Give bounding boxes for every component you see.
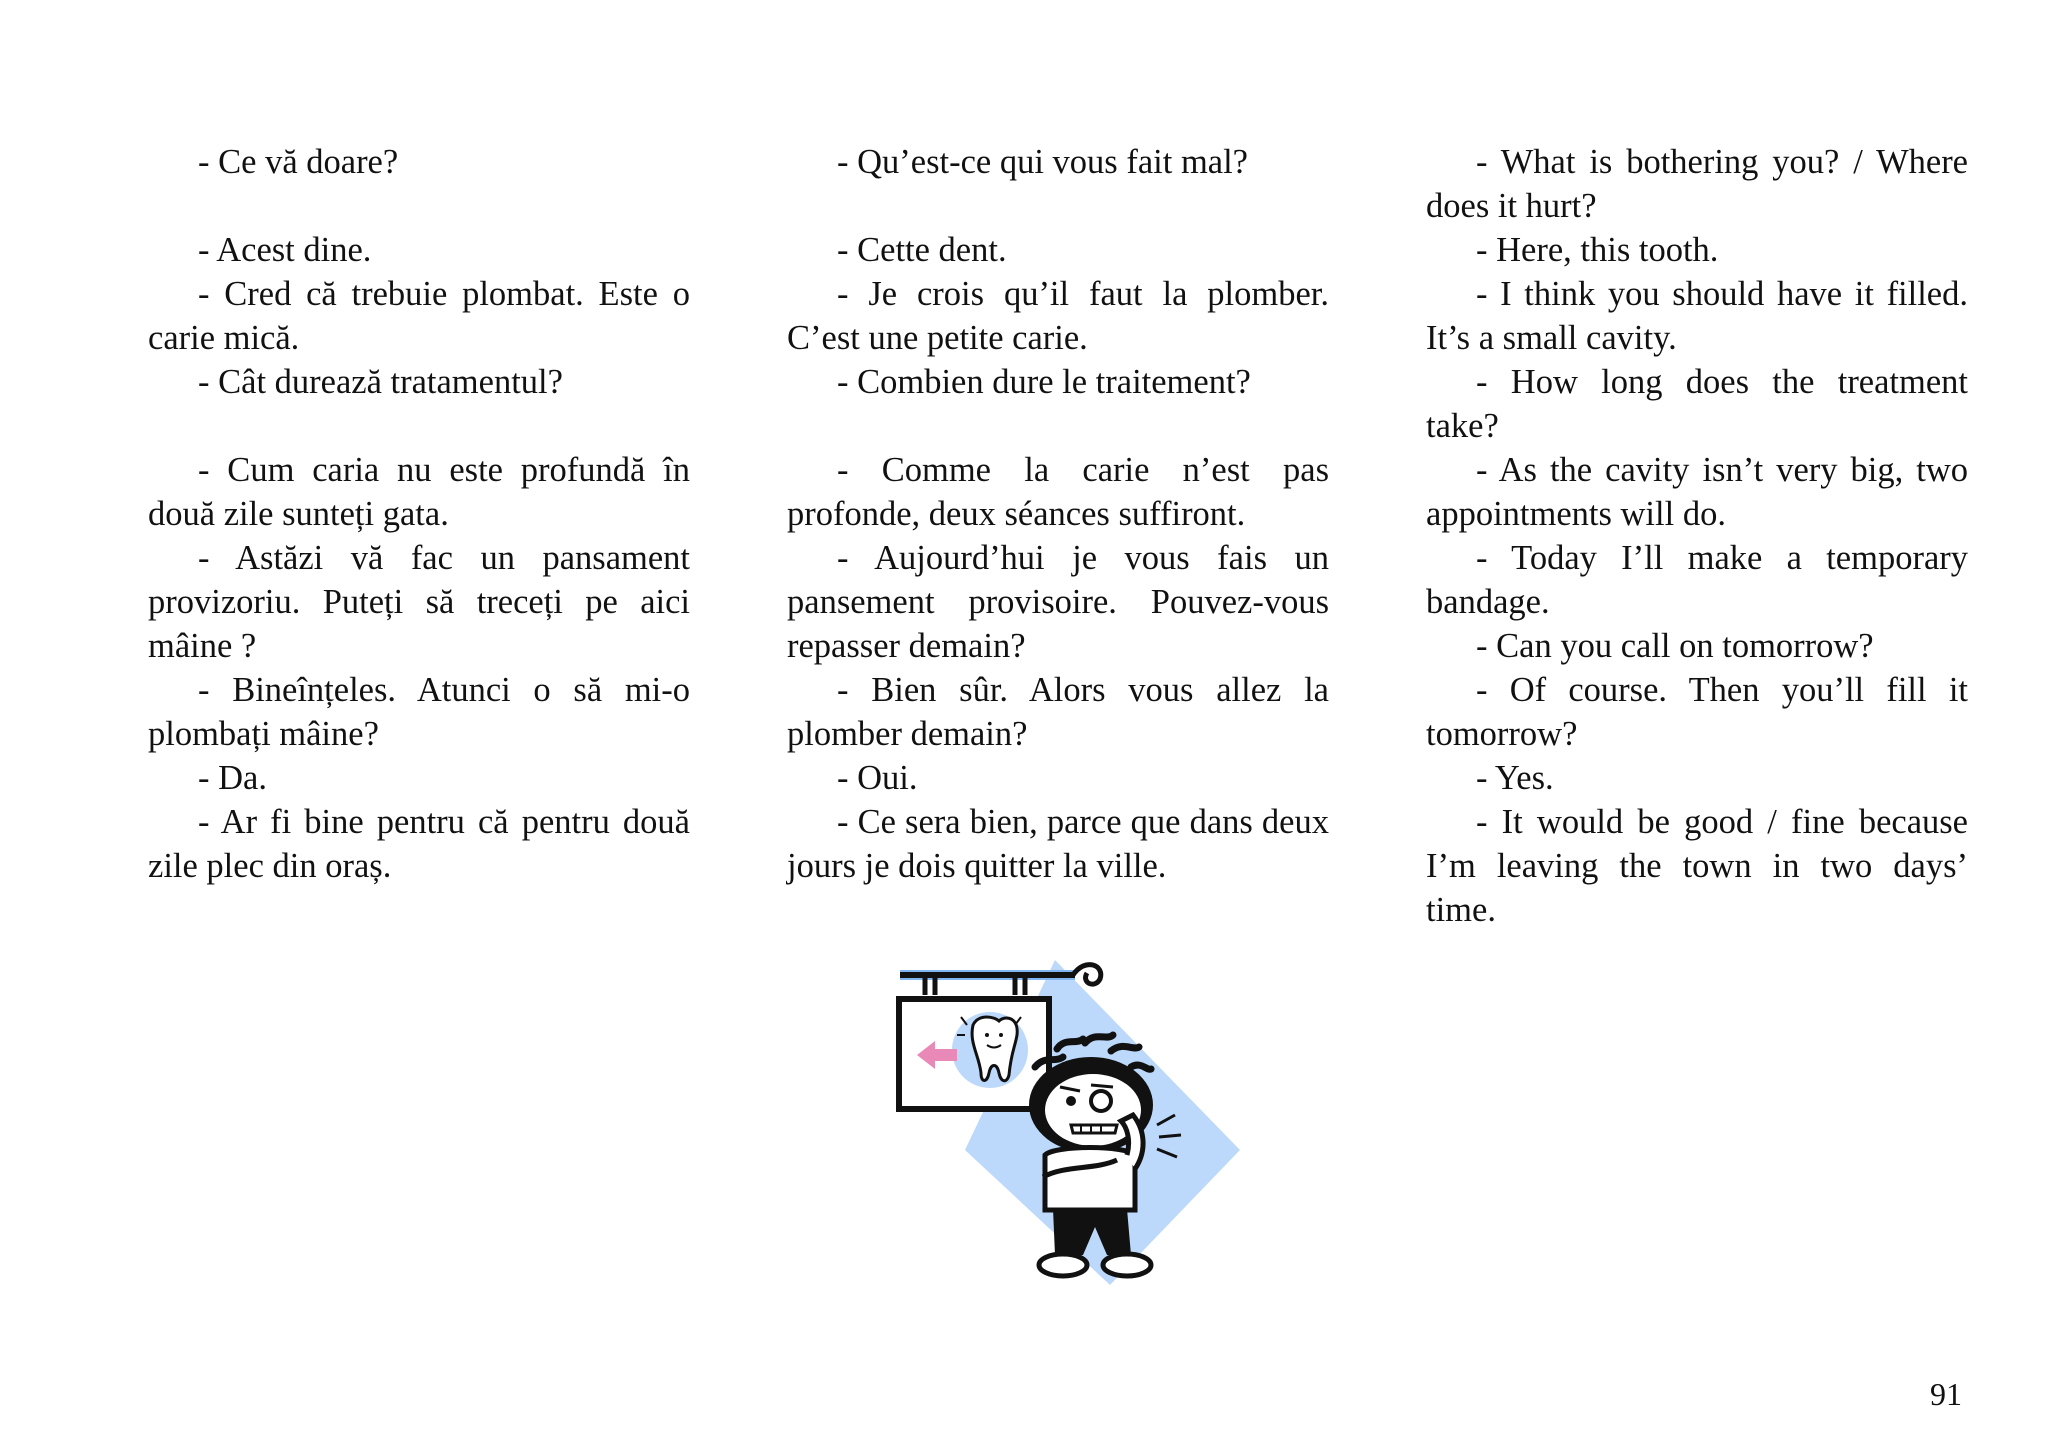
dialogue-line: - Ce vă doare? xyxy=(198,143,399,181)
dialogue-line: - Of course. Then you’ll fill it tomorrow? xyxy=(1426,671,1968,753)
dialogue-line: - Ar fi bine pentru că pentru două zile plec din oraș. xyxy=(148,803,690,885)
french-column xyxy=(787,140,1329,888)
dialogue-line: - Cum caria nu este profundă în două zile sunteți gata. xyxy=(148,451,690,533)
dialogue-line: - Today I’ll make a temporary bandage. xyxy=(1426,539,1968,621)
dialogue-line: - Cred că trebuie plombat. Este o carie mică. xyxy=(148,275,690,357)
dialogue-line: - Acest dine. xyxy=(198,231,372,269)
dialogue-line: - Yes. xyxy=(1476,759,1554,797)
dialogue-line: - Comme la carie n’est pas profonde, deux séances suffiront. xyxy=(787,451,1329,533)
dialogue-line: - Aujourd’hui je vous fais un pansement provisoire. Pouvez-vous repasser demain? xyxy=(787,539,1329,665)
dialogue-line: - Combien dure le traitement? xyxy=(837,363,1251,401)
dialogue-line: - What is bothering you? / Where does it hurt? xyxy=(1426,143,1968,225)
dialogue-line: - Bien sûr. Alors vous allez la plomber demain? xyxy=(787,671,1329,753)
dialogue-line: - How long does the treatment take? xyxy=(1426,363,1968,445)
english-column xyxy=(1426,140,1968,932)
boy-shirt xyxy=(1045,1148,1135,1211)
romanian-column xyxy=(148,140,690,888)
dialogue-line: - It would be good / fine because I’m leaving the town in two days’ time. xyxy=(1426,803,1968,929)
dialogue-line: - Astăzi vă fac un pansament provizoriu. Puteți să treceți pe aici mâine ? xyxy=(148,539,690,665)
dialogue-line: - As the cavity isn’t very big, two appointments will do. xyxy=(1426,451,1968,533)
dialogue-line: - Bineînțeles. Atunci o să mi-o plombați mâine? xyxy=(148,671,690,753)
dialogue-line: - Ce sera bien, parce que dans deux jours je dois quitter la ville. xyxy=(787,803,1329,885)
right-shoe xyxy=(1103,1254,1151,1276)
page-number: 91 xyxy=(1930,1376,1962,1412)
dialogue-line: - Oui. xyxy=(837,759,918,797)
dialogue-line: - Can you call on tomorrow? xyxy=(1476,627,1874,665)
dialogue-line: - Da. xyxy=(198,759,267,797)
dialogue-line: - Je crois qu’il faut la plomber. C’est une petite carie. xyxy=(787,275,1329,357)
dialogue-line: - Cât durează tratamentul? xyxy=(198,363,563,401)
dialogue-line: - Here, this tooth. xyxy=(1476,231,1719,269)
dialogue-line: - Qu’est-ce qui vous fait mal? xyxy=(837,143,1248,181)
dialogue-line: - Cette dent. xyxy=(837,231,1007,269)
left-shoe xyxy=(1039,1254,1087,1276)
dentist-sign-toothache-icon xyxy=(895,955,1247,1285)
dialogue-line: - I think you should have it filled. It’s a small cavity. xyxy=(1426,275,1968,357)
